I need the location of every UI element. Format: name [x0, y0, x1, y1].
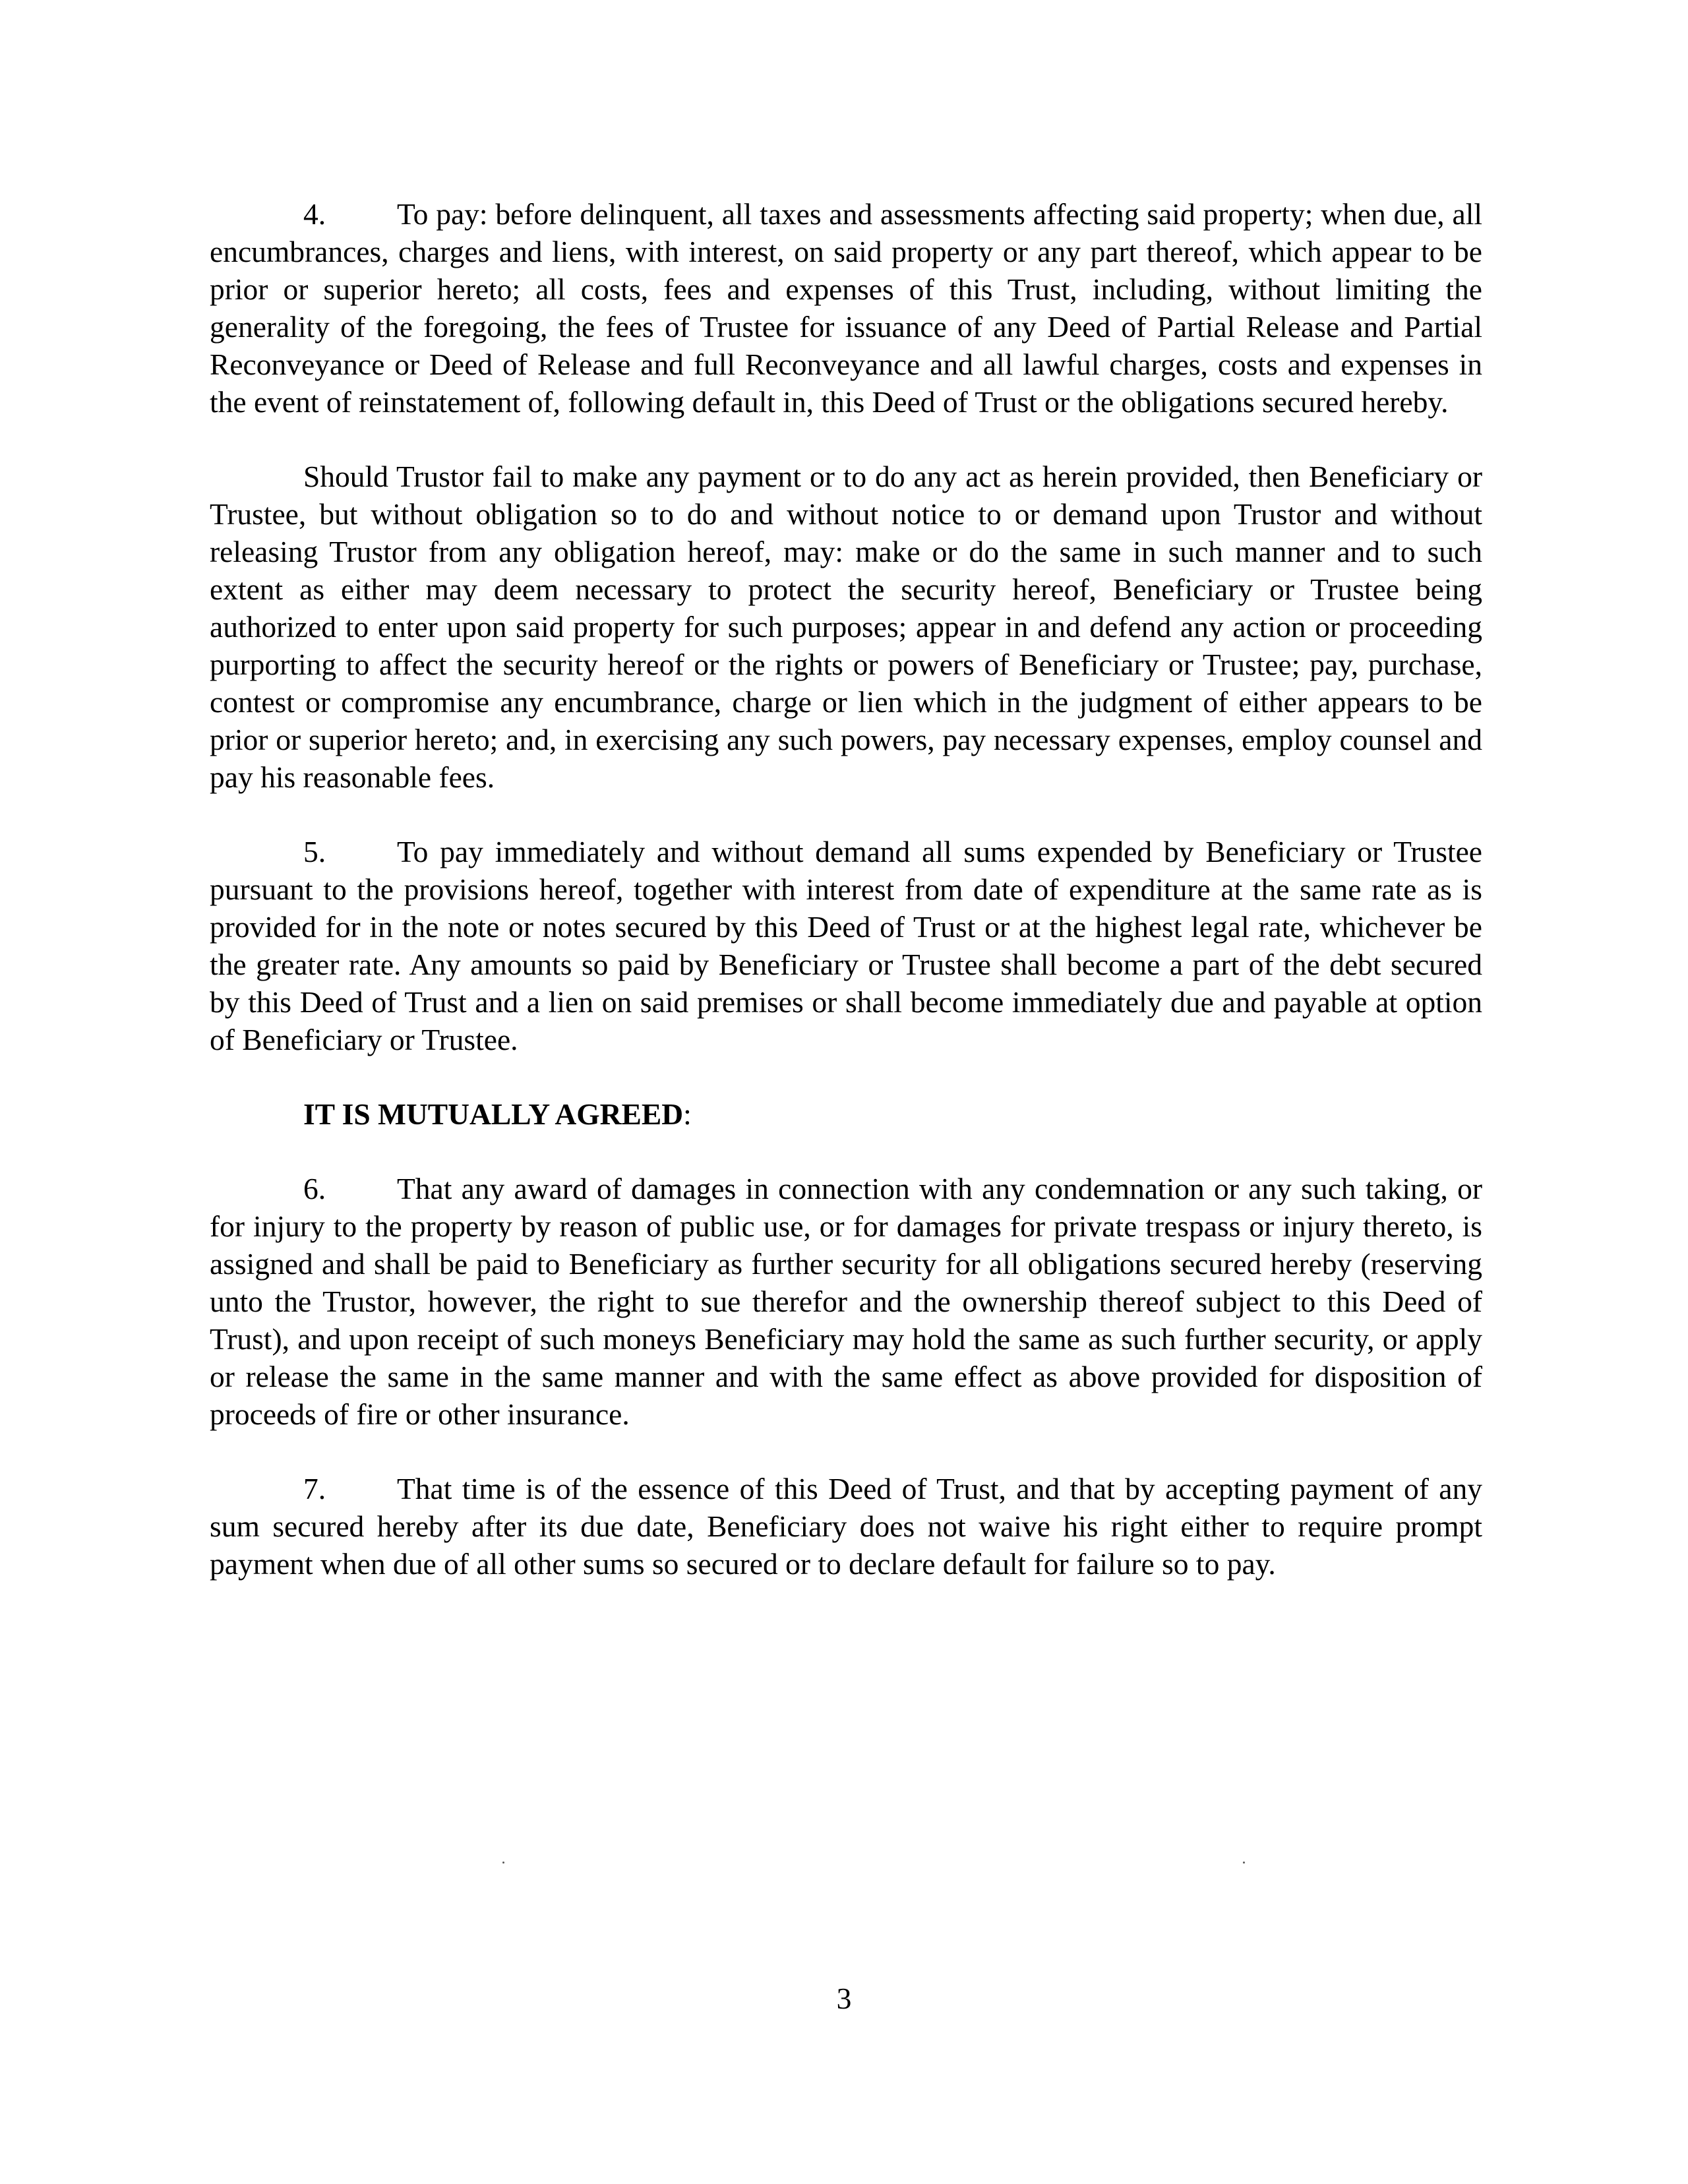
paragraph-number: 4. [303, 197, 326, 231]
heading-colon: : [683, 1097, 692, 1131]
paragraph-trustor-default [210, 458, 1482, 796]
scan-speck [502, 1862, 504, 1864]
document-body [210, 195, 1482, 1620]
paragraph-number: 5. [303, 835, 326, 868]
paragraph-text: Should Trustor fail to make any payment or to do any act as herein provided, then Beneficiary or Trustee, but without obligation so to do and without notice to or demand upon Trustor and without releasing Trustor from any obligation hereof, may: make or do the same in such manner and to such extent as either may deem necessary to protect the security hereof, Beneficiary or Trustee being authorized to enter upon said property for such purposes; appear in and defend any action or proceeding purporting to affect the security hereof or the rights or powers of Beneficiary or Trustee; pay, purchase, contest or compromise any encumbrance, charge or lien which in the judgment of either appears to be prior or superior hereto; and, in exercising any such powers, pay necessary expenses, employ counsel and pay his reasonable fees. [210, 460, 1482, 794]
paragraph-5 [210, 833, 1482, 1058]
paragraph-text: That any award of damages in connection with any condemnation or any such taking, or for injury to the property by reason of public use, or for damages for private trespass or injury thereto, is assigned and shall be paid to Beneficiary as further security for all obligations secured hereby (reserving unto the Trustor, however, the right to sue therefor and the ownership thereof subject to this Deed of Trust), and upon receipt of such moneys Beneficiary may hold the same as such further security, or apply or release the same in the same manner and with the same effect as above provided for disposition of proceeds of fire or other insurance. [210, 1172, 1482, 1431]
scan-speck [1243, 1862, 1245, 1864]
paragraph-4 [210, 195, 1482, 421]
paragraph-number: 7. [303, 1472, 326, 1505]
paragraph-7 [210, 1470, 1482, 1583]
paragraph-number: 6. [303, 1172, 326, 1205]
section-heading [303, 1095, 1482, 1133]
paragraph-text: To pay immediately and without demand all sums expended by Beneficiary or Trustee pursuant to the provisions hereof, together with interest from date of expenditure at the same rate as is provided for in the note or notes secured by this Deed of Trust or at the highest legal rate, whichever be the greater rate. Any amounts so paid by Beneficiary or Trustee shall become a part of the debt secured by this Deed of Trust and a lien on said premises or shall become immediately due and payable at option of Beneficiary or Trustee. [210, 835, 1482, 1056]
heading-text: IT IS MUTUALLY AGREED [303, 1097, 684, 1131]
paragraph-6 [210, 1170, 1482, 1433]
paragraph-text: To pay: before delinquent, all taxes and assessments affecting said property; when due, all encumbrances, charges and liens, with interest, on said property or any part thereof, which appear to be prior or superior hereto; all costs, fees and expenses of this Trust, including, without limiting the generality of the foregoing, the fees of Trustee for issuance of any Deed of Partial Release and Partial Reconveyance or Deed of Release and full Reconveyance and all lawful charges, costs and expenses in the event of reinstatement of, following default in, this Deed of Trust or the obligations secured hereby. [210, 197, 1482, 419]
page-number: 3 [836, 1982, 852, 2015]
paragraph-text: That time is of the essence of this Deed of Trust, and that by accepting payment of any sum secured hereby after its due date, Beneficiary does not waive his right either to require prompt payment when due of all other sums so secured or to declare default for failure so to pay. [210, 1472, 1482, 1581]
